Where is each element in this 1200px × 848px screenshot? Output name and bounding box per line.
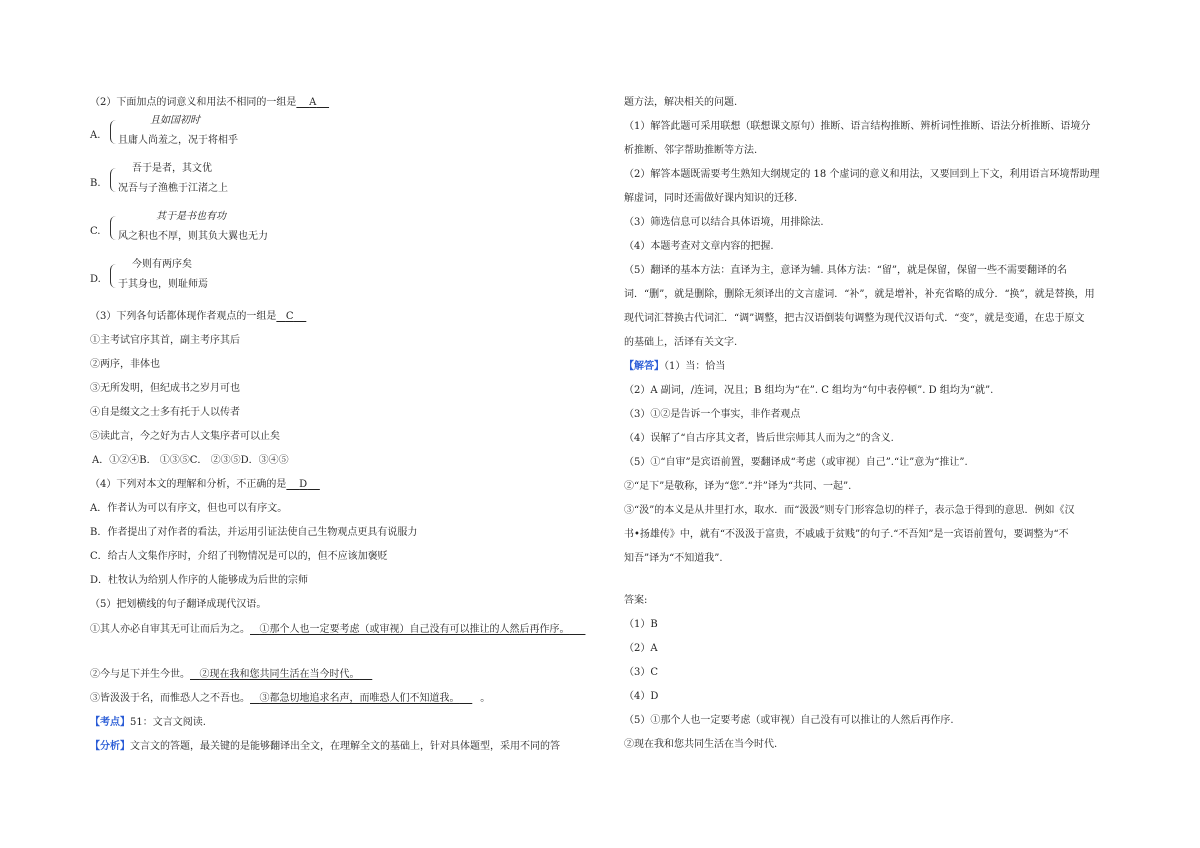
answer-2: （2）A — [624, 643, 658, 654]
option-b-line1: 吾于是者，其文优 — [132, 163, 212, 174]
q4-item-a: A．作者认为可以有序文，但也可以有序文。 — [90, 503, 288, 514]
q4-stem — [90, 478, 320, 492]
option-a-line1: 且如国初时 — [150, 115, 200, 126]
q3-stem — [90, 310, 306, 324]
jieda-tag: 【解答】 — [624, 361, 664, 372]
jieda — [624, 360, 725, 374]
option-d-line1: 今则有两序矣 — [132, 259, 192, 270]
fenxi-text: 文言文的答题，最关键的是能够翻译出全文，在理解全文的基础上，针对具体题型，采用不同的答 — [130, 741, 560, 752]
q4-stem-text: （4）下列对本文的理解和分析，不正确的是 — [90, 479, 287, 490]
option-a-brace — [110, 120, 117, 144]
option-a-letter: A. — [90, 130, 101, 141]
option-a-line2: 且庸人尚羞之，况于将相乎 — [118, 135, 238, 146]
q2-option-c — [90, 210, 590, 248]
q2-stem — [90, 96, 329, 110]
analysis-line-1: 题方法，解决相关的问题. — [624, 97, 738, 108]
option-d-line2: 于其身也，则耻师焉 — [118, 279, 208, 290]
q3-answer: C — [285, 311, 294, 322]
analysis-line-4: （2）解答本题既需要考生熟知大纲规定的 18 个虚词的意义和用法，又要回到上下文，利用语言环境帮助理 — [624, 169, 1100, 180]
q5-item-3 — [90, 692, 490, 706]
analysis-line-11: 的基础上，活译有关文字. — [624, 337, 738, 348]
answer-1: （1）B — [624, 619, 658, 630]
jieda-line-7: ③“汲”的本义是从井里打水，取水．而“汲汲”则专门形容急切的样子，表示急于得到的意思．例如《汉 — [624, 505, 1075, 516]
jieda-text: （1）当：恰当 — [664, 361, 726, 372]
q5-stem: （5）把划横线的句子翻译成现代汉语。 — [90, 599, 267, 610]
answer-5-2: ②现在我和您共同生活在当今时代. — [624, 739, 778, 750]
q3-choices: A．①②④B． ①③⑤C． ②③⑤D．③④⑤ — [92, 455, 289, 466]
analysis-line-7: （4）本题考查对文章内容的把握. — [624, 241, 774, 252]
jieda-line-3: （3）①②是告诉一个事实，非作者观点 — [624, 409, 801, 420]
answer-3: （3）C — [624, 667, 659, 678]
q3-item-3: ③无所发明，但纪成书之岁月可也 — [90, 383, 240, 394]
jieda-line-4: （4）误解了“自古序其文者，皆后世宗师其人而为之”的含义. — [624, 433, 894, 444]
option-b-letter: B. — [90, 178, 101, 189]
jieda-line-9: 知吾”译为“不知道我”. — [624, 553, 723, 564]
jieda-line-2: （2）A 副词，/连词，况且；B 组均为“在”. C 组均为“句中表停顿”. D 组均为“就”. — [624, 385, 994, 396]
fenxi-tag: 【分析】 — [90, 741, 130, 752]
option-c-letter: C. — [90, 226, 101, 237]
q5-item-1-answer: ①那个人也一定要考虑（或审视）自己没有可以推让的人然后再作序。 — [259, 624, 570, 635]
option-c-line2: 风之积也不厚，则其负大翼也无力 — [118, 231, 268, 242]
option-c-brace — [110, 216, 117, 240]
answer-5-1: （5）①那个人也一定要考虑（或审视）自己没有可以推让的人然后再作序. — [624, 715, 954, 726]
q3-item-2: ②两序，非体也 — [90, 359, 160, 370]
jieda-line-6: ②“足下”是敬称，译为“您”.“并”译为“共同、一起”. — [624, 481, 852, 492]
q5-item-1 — [90, 620, 590, 640]
q3-item-4: ④自是缀文之士多有托于人以传者 — [90, 407, 240, 418]
kaodian — [90, 716, 206, 730]
q4-item-c: C．给古人文集作序时，介绍了刊物情况是可以的，但不应该加褒贬 — [90, 551, 388, 562]
q5-item-2-answer: ②现在我和您共同生活在当今时代。 — [199, 669, 360, 680]
analysis-line-3: 析推断、邻字帮助推断等方法. — [624, 145, 758, 156]
q5-item-2-source: ②今与足下并生今世。 — [90, 669, 190, 680]
answer-4: （4）D — [624, 691, 659, 702]
q2-option-a — [90, 114, 590, 152]
fenxi — [90, 740, 560, 754]
q5-item-3-answer: ③都急切地追求名声，而唯恐人们不知道我。 — [259, 693, 460, 704]
kaodian-text: 51：文言文阅读. — [130, 717, 206, 728]
q5-item-3-end: 。 — [480, 693, 491, 704]
q2-stem-text: （2）下面加点的词意义和用法不相同的一组是 — [90, 97, 297, 108]
q5-item-1-source: ①其人亦必自审其无可让而后为之。 — [90, 624, 250, 635]
option-d-brace — [110, 264, 117, 288]
analysis-line-8: （5）翻译的基本方法：直译为主，意译为辅. 具体方法：“留”，就是保留，保留一些不需要翻译的名 — [624, 265, 1067, 276]
option-b-line2: 况吾与子渔樵于江渚之上 — [118, 183, 228, 194]
option-c-line1: 其于是书也有功 — [156, 211, 226, 222]
analysis-line-6: （3）筛选信息可以结合具体语境，用排除法. — [624, 217, 824, 228]
q5-item-2 — [90, 668, 372, 682]
jieda-line-8: 书•扬雄传》中，就有“不汲汲于富贵，不戚戚于贫贱”的句子.“不吾知”是一宾语前置句，要调整为“不 — [624, 529, 1069, 540]
kaodian-tag: 【考点】 — [90, 717, 130, 728]
analysis-line-5: 解虚词，同时还需做好课内知识的迁移. — [624, 193, 798, 204]
analysis-line-2: （1）解答此题可采用联想（联想课文原句）推断、语言结构推断、辨析词性推断、语法分析推断、语境分 — [624, 121, 1091, 132]
q5-item-3-source: ③皆汲汲于名，而惟恐人之不吾也。 — [90, 693, 250, 704]
answers-title: 答案: — [624, 595, 648, 606]
q3-item-1: ①主考试官序其首，副主考序其后 — [90, 335, 240, 346]
q2-option-d — [90, 258, 590, 296]
q4-item-d: D．杜牧认为给别人作序的人能够成为后世的宗师 — [90, 575, 309, 586]
option-b-brace — [110, 168, 117, 192]
q4-item-b: B．作者提出了对作者的看法，并运用引证法使自己生物观点更具有说服力 — [90, 527, 418, 538]
q2-option-b — [90, 162, 590, 200]
q3-item-5: ⑤读此言，今之好为古人文集序者可以止矣 — [90, 431, 280, 442]
jieda-line-5: （5）①“自审”是宾语前置，要翻译成“考虑（或审视）自己”.“让”意为“推让”. — [624, 457, 968, 468]
analysis-line-10: 现代词汇替换古代词汇．“调”调整，把古汉语倒装句调整为现代汉语句式．“变”，就是变通，在忠于原文 — [624, 313, 1085, 324]
q4-answer: D — [299, 479, 308, 490]
option-d-letter: D. — [90, 274, 101, 285]
q2-answer: A — [309, 97, 317, 108]
q3-stem-text: （3）下列各句话都体现作者观点的一组是 — [90, 311, 277, 322]
analysis-line-9: 词．“删”，就是删除，删除无须译出的文言虚词．“补”，就是增补，补充省略的成分．“换”，就是替换，用 — [624, 289, 1095, 300]
